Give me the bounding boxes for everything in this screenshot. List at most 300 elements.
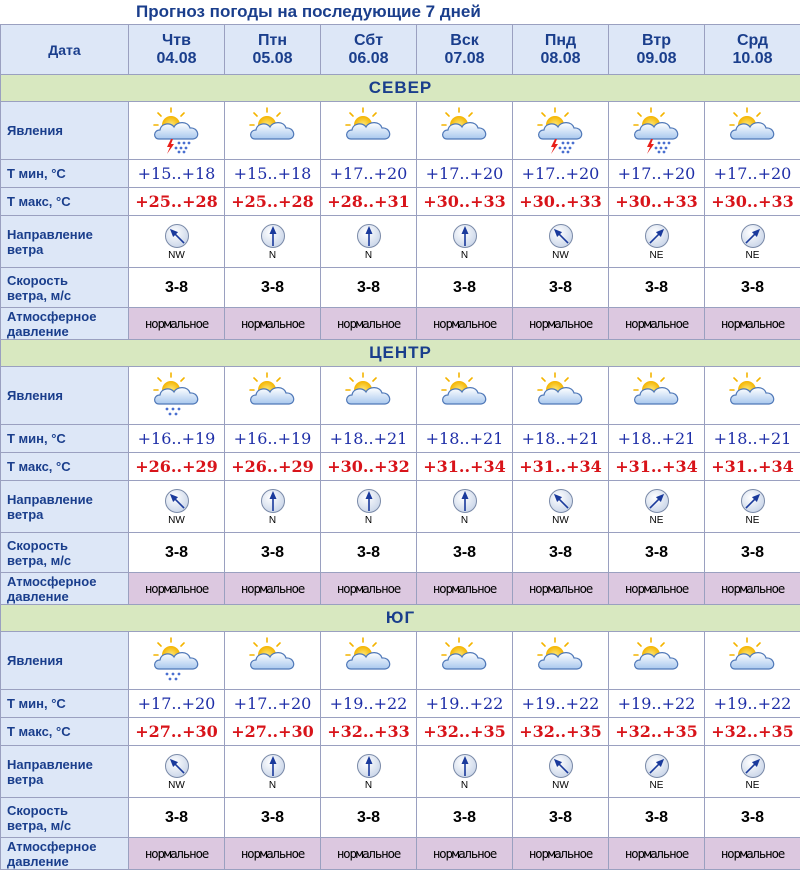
cloud-sun-rain-icon (129, 636, 224, 686)
pressure-value: нормальное (144, 845, 209, 861)
region-row (1, 605, 800, 632)
tmax-value: +27..+30 (225, 718, 321, 746)
compass-arrow-icon (644, 223, 670, 249)
tmin-value: +16..+19 (225, 425, 321, 453)
cloud-sun-icon (417, 636, 512, 686)
pressure-value: нормальное (240, 315, 305, 331)
day-name: Втр (642, 31, 671, 49)
cloud-sun-icon (705, 106, 800, 156)
phenomena-label: Явления (1, 102, 129, 160)
pressure-row (1, 838, 800, 870)
pressure-cell (225, 573, 321, 605)
tmax-value: +28..+31 (321, 188, 417, 216)
wind-speed-value: 3-8 (321, 533, 417, 573)
wind-direction-cell (513, 746, 609, 798)
tmin-value: +18..+21 (321, 425, 417, 453)
wind-direction-row (1, 746, 800, 798)
pressure-cell (513, 308, 609, 340)
wind-speed-label-line1: Скорость (7, 802, 68, 818)
day-date: 09.08 (636, 49, 677, 67)
tmin-label: Т мин, °С (1, 160, 129, 188)
wind-speed-value: 3-8 (705, 798, 800, 838)
cloud-sun-icon (705, 371, 800, 421)
pressure-label-line1: Атмосферное (7, 838, 97, 854)
compass-arrow-icon (356, 753, 382, 779)
wind-speed-value: 3-8 (417, 268, 513, 308)
wind-speed-label-line2: ветра, м/с (7, 552, 72, 568)
wind-speed-value: 3-8 (225, 798, 321, 838)
wind-direction-label (1, 481, 129, 533)
tmin-value: +19..+22 (705, 690, 800, 718)
pressure-cell (513, 573, 609, 605)
wind-direction-cell (417, 481, 513, 533)
cloud-sun-thunder-rain-icon (513, 106, 608, 156)
day-name: Пнд (544, 31, 577, 49)
pressure-value: нормальное (432, 580, 497, 596)
wind-direction-cell (609, 481, 705, 533)
tmax-label: Т макс, °С (1, 718, 129, 746)
tmin-value: +19..+22 (417, 690, 513, 718)
weather-cell (705, 367, 800, 425)
tmin-value: +18..+21 (417, 425, 513, 453)
wind-compass (417, 753, 512, 791)
weather-cell (225, 632, 321, 690)
pressure-value: нормальное (624, 315, 689, 331)
wind-direction-label (1, 746, 129, 798)
tmin-value: +18..+21 (705, 425, 800, 453)
day-header (225, 25, 321, 75)
wind-direction-value: NE (745, 779, 760, 791)
pressure-value: нормальное (528, 315, 593, 331)
tmin-value: +17..+20 (609, 160, 705, 188)
cloud-sun-icon (705, 636, 800, 686)
pressure-value: нормальное (720, 580, 785, 596)
day-date: 06.08 (348, 49, 389, 67)
wind-speed-label (1, 268, 129, 308)
pressure-row (1, 573, 800, 605)
tmax-value: +26..+29 (129, 453, 225, 481)
wind-compass (609, 753, 704, 791)
wind-speed-value: 3-8 (417, 533, 513, 573)
pressure-cell (417, 308, 513, 340)
tmin-row (1, 690, 800, 718)
pressure-cell (225, 308, 321, 340)
wind-compass (321, 223, 416, 261)
pressure-row (1, 308, 800, 340)
tmax-value: +31..+34 (513, 453, 609, 481)
tmin-label: Т мин, °С (1, 425, 129, 453)
pressure-value: нормальное (528, 580, 593, 596)
cloud-sun-icon (609, 636, 704, 686)
tmax-value: +25..+28 (225, 188, 321, 216)
date-header-label: Дата (1, 25, 129, 75)
forecast-table (0, 24, 800, 870)
cloud-sun-icon (417, 371, 512, 421)
wind-direction-cell (513, 481, 609, 533)
wind-direction-label-line1: Направление (7, 226, 93, 242)
pressure-value: нормальное (144, 315, 209, 331)
compass-arrow-icon (356, 488, 382, 514)
wind-direction-value: NW (168, 514, 185, 526)
wind-compass (225, 223, 320, 261)
pressure-cell (129, 308, 225, 340)
tmax-row (1, 188, 800, 216)
wind-direction-value: NW (168, 249, 185, 261)
compass-arrow-icon (164, 223, 190, 249)
tmin-value: +17..+20 (417, 160, 513, 188)
compass-arrow-icon (644, 488, 670, 514)
wind-direction-label-line2: ветра (7, 771, 44, 787)
compass-arrow-icon (740, 488, 766, 514)
wind-direction-cell (129, 216, 225, 268)
day-date: 07.08 (444, 49, 485, 67)
pressure-label-line2: давление (7, 588, 69, 604)
tmin-value: +17..+20 (321, 160, 417, 188)
pressure-label-line1: Атмосферное (7, 573, 97, 589)
pressure-cell (417, 838, 513, 870)
cloud-sun-icon (225, 106, 320, 156)
wind-compass (225, 488, 320, 526)
pressure-value: нормальное (624, 845, 689, 861)
wind-direction-row (1, 216, 800, 268)
tmax-value: +30..+33 (609, 188, 705, 216)
tmin-value: +18..+21 (609, 425, 705, 453)
wind-compass (705, 488, 800, 526)
wind-speed-value: 3-8 (225, 268, 321, 308)
weather-cell (417, 102, 513, 160)
wind-direction-cell (321, 481, 417, 533)
tmin-value: +16..+19 (129, 425, 225, 453)
pressure-value: нормальное (720, 315, 785, 331)
tmax-value: +32..+35 (417, 718, 513, 746)
day-name: Срд (736, 31, 769, 49)
pressure-cell (321, 573, 417, 605)
page-title: Прогноз погоды на последующие 7 дней (136, 2, 481, 21)
tmin-value: +15..+18 (129, 160, 225, 188)
region-name: ЦЕНТР (1, 340, 800, 367)
wind-direction-value: N (364, 514, 373, 526)
weather-cell (321, 367, 417, 425)
cloud-sun-rain-icon (129, 371, 224, 421)
tmax-value: +31..+34 (417, 453, 513, 481)
wind-direction-value: NE (745, 514, 760, 526)
wind-direction-cell (129, 746, 225, 798)
phenomena-row (1, 367, 800, 425)
wind-speed-value: 3-8 (513, 533, 609, 573)
weather-cell (705, 102, 800, 160)
wind-compass (513, 753, 608, 791)
wind-speed-value: 3-8 (513, 798, 609, 838)
phenomena-label: Явления (1, 367, 129, 425)
wind-speed-value: 3-8 (129, 533, 225, 573)
wind-direction-value: N (268, 779, 277, 791)
wind-direction-cell (705, 216, 800, 268)
wind-compass (321, 753, 416, 791)
compass-arrow-icon (548, 488, 574, 514)
wind-compass (609, 488, 704, 526)
wind-direction-cell (321, 216, 417, 268)
pressure-cell (225, 838, 321, 870)
region-name: СЕВЕР (1, 75, 800, 102)
tmax-label: Т макс, °С (1, 453, 129, 481)
wind-direction-label (1, 216, 129, 268)
weather-cell (417, 367, 513, 425)
pressure-value: нормальное (336, 845, 401, 861)
wind-direction-value: N (268, 514, 277, 526)
wind-speed-label-line2: ветра, м/с (7, 817, 72, 833)
wind-speed-value: 3-8 (321, 798, 417, 838)
pressure-label (1, 838, 129, 870)
compass-arrow-icon (164, 488, 190, 514)
wind-direction-cell (225, 746, 321, 798)
wind-speed-value: 3-8 (705, 268, 800, 308)
weather-cell (129, 102, 225, 160)
compass-arrow-icon (164, 753, 190, 779)
pressure-value: нормальное (720, 845, 785, 861)
wind-speed-value: 3-8 (705, 533, 800, 573)
wind-compass (609, 223, 704, 261)
pressure-label-line1: Атмосферное (7, 308, 97, 324)
wind-direction-cell (417, 746, 513, 798)
pressure-label-line2: давление (7, 323, 69, 339)
pressure-value: нормальное (336, 580, 401, 596)
tmax-row (1, 718, 800, 746)
wind-direction-cell (609, 216, 705, 268)
wind-speed-label (1, 533, 129, 573)
pressure-value: нормальное (336, 315, 401, 331)
cloud-sun-icon (225, 636, 320, 686)
wind-direction-value: N (460, 779, 469, 791)
wind-direction-value: NE (649, 779, 664, 791)
cloud-sun-icon (609, 371, 704, 421)
tmin-value: +18..+21 (513, 425, 609, 453)
wind-direction-label-line1: Направление (7, 756, 93, 772)
day-date: 10.08 (732, 49, 773, 67)
wind-direction-value: N (460, 514, 469, 526)
compass-arrow-icon (740, 753, 766, 779)
cloud-sun-icon (417, 106, 512, 156)
tmin-value: +17..+20 (513, 160, 609, 188)
phenomena-row (1, 102, 800, 160)
compass-arrow-icon (260, 488, 286, 514)
wind-direction-label-line2: ветра (7, 241, 44, 257)
tmax-value: +30..+33 (705, 188, 800, 216)
wind-direction-value: NE (649, 249, 664, 261)
pressure-value: нормальное (624, 580, 689, 596)
region-row (1, 75, 800, 102)
wind-compass (225, 753, 320, 791)
wind-direction-cell (609, 746, 705, 798)
wind-direction-cell (321, 746, 417, 798)
day-name: Птн (258, 31, 287, 49)
weather-cell (129, 632, 225, 690)
tmin-row (1, 160, 800, 188)
tmax-value: +27..+30 (129, 718, 225, 746)
compass-arrow-icon (452, 223, 478, 249)
compass-arrow-icon (644, 753, 670, 779)
tmax-value: +32..+35 (609, 718, 705, 746)
wind-direction-cell (225, 216, 321, 268)
wind-compass (705, 753, 800, 791)
weather-cell (225, 367, 321, 425)
tmin-label: Т мин, °С (1, 690, 129, 718)
wind-speed-row (1, 798, 800, 838)
region-row (1, 340, 800, 367)
wind-speed-value: 3-8 (129, 268, 225, 308)
tmax-value: +32..+33 (321, 718, 417, 746)
wind-direction-cell (705, 746, 800, 798)
wind-compass (129, 223, 224, 261)
compass-arrow-icon (356, 223, 382, 249)
wind-compass (513, 223, 608, 261)
day-date: 04.08 (156, 49, 197, 67)
wind-direction-value: NW (552, 779, 569, 791)
weather-cell (513, 367, 609, 425)
wind-compass (705, 223, 800, 261)
cloud-sun-icon (513, 636, 608, 686)
wind-speed-row (1, 268, 800, 308)
compass-arrow-icon (260, 753, 286, 779)
tmin-value: +19..+22 (513, 690, 609, 718)
weather-cell (609, 367, 705, 425)
cloud-sun-thunder-rain-icon (609, 106, 704, 156)
pressure-cell (321, 838, 417, 870)
weather-cell (129, 367, 225, 425)
day-date: 05.08 (252, 49, 293, 67)
pressure-value: нормальное (144, 580, 209, 596)
day-header (129, 25, 225, 75)
wind-speed-value: 3-8 (417, 798, 513, 838)
wind-speed-value: 3-8 (513, 268, 609, 308)
pressure-label-line2: давление (7, 853, 69, 869)
wind-speed-label (1, 798, 129, 838)
wind-direction-cell (129, 481, 225, 533)
day-header (513, 25, 609, 75)
day-date: 08.08 (540, 49, 581, 67)
pressure-cell (705, 308, 800, 340)
pressure-value: нормальное (432, 315, 497, 331)
day-header (609, 25, 705, 75)
wind-direction-value: NW (168, 779, 185, 791)
wind-direction-cell (225, 481, 321, 533)
wind-compass (129, 488, 224, 526)
weather-cell (513, 102, 609, 160)
tmax-value: +30..+33 (417, 188, 513, 216)
wind-compass (513, 488, 608, 526)
wind-speed-value: 3-8 (609, 268, 705, 308)
tmin-value: +19..+22 (609, 690, 705, 718)
wind-speed-label-line1: Скорость (7, 272, 68, 288)
day-header (705, 25, 800, 75)
tmax-label: Т макс, °С (1, 188, 129, 216)
wind-direction-label-line2: ветра (7, 506, 44, 522)
wind-speed-label-line2: ветра, м/с (7, 287, 72, 303)
cloud-sun-icon (321, 636, 416, 686)
wind-speed-value: 3-8 (225, 533, 321, 573)
weather-cell (321, 632, 417, 690)
pressure-cell (609, 308, 705, 340)
pressure-cell (129, 838, 225, 870)
pressure-label (1, 573, 129, 605)
compass-arrow-icon (260, 223, 286, 249)
tmax-value: +26..+29 (225, 453, 321, 481)
weather-cell (225, 102, 321, 160)
pressure-cell (609, 573, 705, 605)
day-header (417, 25, 513, 75)
wind-direction-row (1, 481, 800, 533)
cloud-sun-icon (513, 371, 608, 421)
wind-speed-value: 3-8 (129, 798, 225, 838)
wind-direction-value: NW (552, 249, 569, 261)
wind-speed-value: 3-8 (609, 533, 705, 573)
pressure-value: нормальное (432, 845, 497, 861)
wind-speed-value: 3-8 (321, 268, 417, 308)
day-name: Сбт (353, 31, 384, 49)
day-name: Вск (450, 31, 479, 49)
weather-cell (513, 632, 609, 690)
wind-compass (321, 488, 416, 526)
tmax-value: +31..+34 (705, 453, 800, 481)
phenomena-row (1, 632, 800, 690)
tmin-value: +17..+20 (129, 690, 225, 718)
weather-cell (417, 632, 513, 690)
pressure-label (1, 308, 129, 340)
wind-direction-cell (417, 216, 513, 268)
day-name: Чтв (162, 31, 191, 49)
pressure-value: нормальное (528, 845, 593, 861)
pressure-cell (129, 573, 225, 605)
weather-cell (609, 632, 705, 690)
pressure-value: нормальное (240, 580, 305, 596)
tmax-value: +30..+32 (321, 453, 417, 481)
cloud-sun-icon (225, 371, 320, 421)
cloud-sun-icon (321, 106, 416, 156)
pressure-cell (609, 838, 705, 870)
day-header (321, 25, 417, 75)
wind-compass (129, 753, 224, 791)
pressure-cell (417, 573, 513, 605)
weather-cell (609, 102, 705, 160)
tmin-value: +15..+18 (225, 160, 321, 188)
wind-direction-value: NE (745, 249, 760, 261)
pressure-cell (321, 308, 417, 340)
wind-direction-cell (513, 216, 609, 268)
wind-speed-row (1, 533, 800, 573)
pressure-value: нормальное (240, 845, 305, 861)
wind-direction-value: N (364, 779, 373, 791)
tmin-value: +17..+20 (705, 160, 800, 188)
tmax-value: +30..+33 (513, 188, 609, 216)
wind-direction-value: N (268, 249, 277, 261)
wind-speed-value: 3-8 (609, 798, 705, 838)
cloud-sun-thunder-rain-icon (129, 106, 224, 156)
compass-arrow-icon (452, 488, 478, 514)
compass-arrow-icon (548, 223, 574, 249)
weather-cell (321, 102, 417, 160)
compass-arrow-icon (548, 753, 574, 779)
tmax-value: +31..+34 (609, 453, 705, 481)
tmin-row (1, 425, 800, 453)
compass-arrow-icon (452, 753, 478, 779)
wind-direction-cell (705, 481, 800, 533)
wind-compass (417, 223, 512, 261)
wind-compass (417, 488, 512, 526)
wind-direction-value: NE (649, 514, 664, 526)
tmin-value: +19..+22 (321, 690, 417, 718)
wind-direction-value: N (460, 249, 469, 261)
pressure-cell (705, 573, 800, 605)
compass-arrow-icon (740, 223, 766, 249)
